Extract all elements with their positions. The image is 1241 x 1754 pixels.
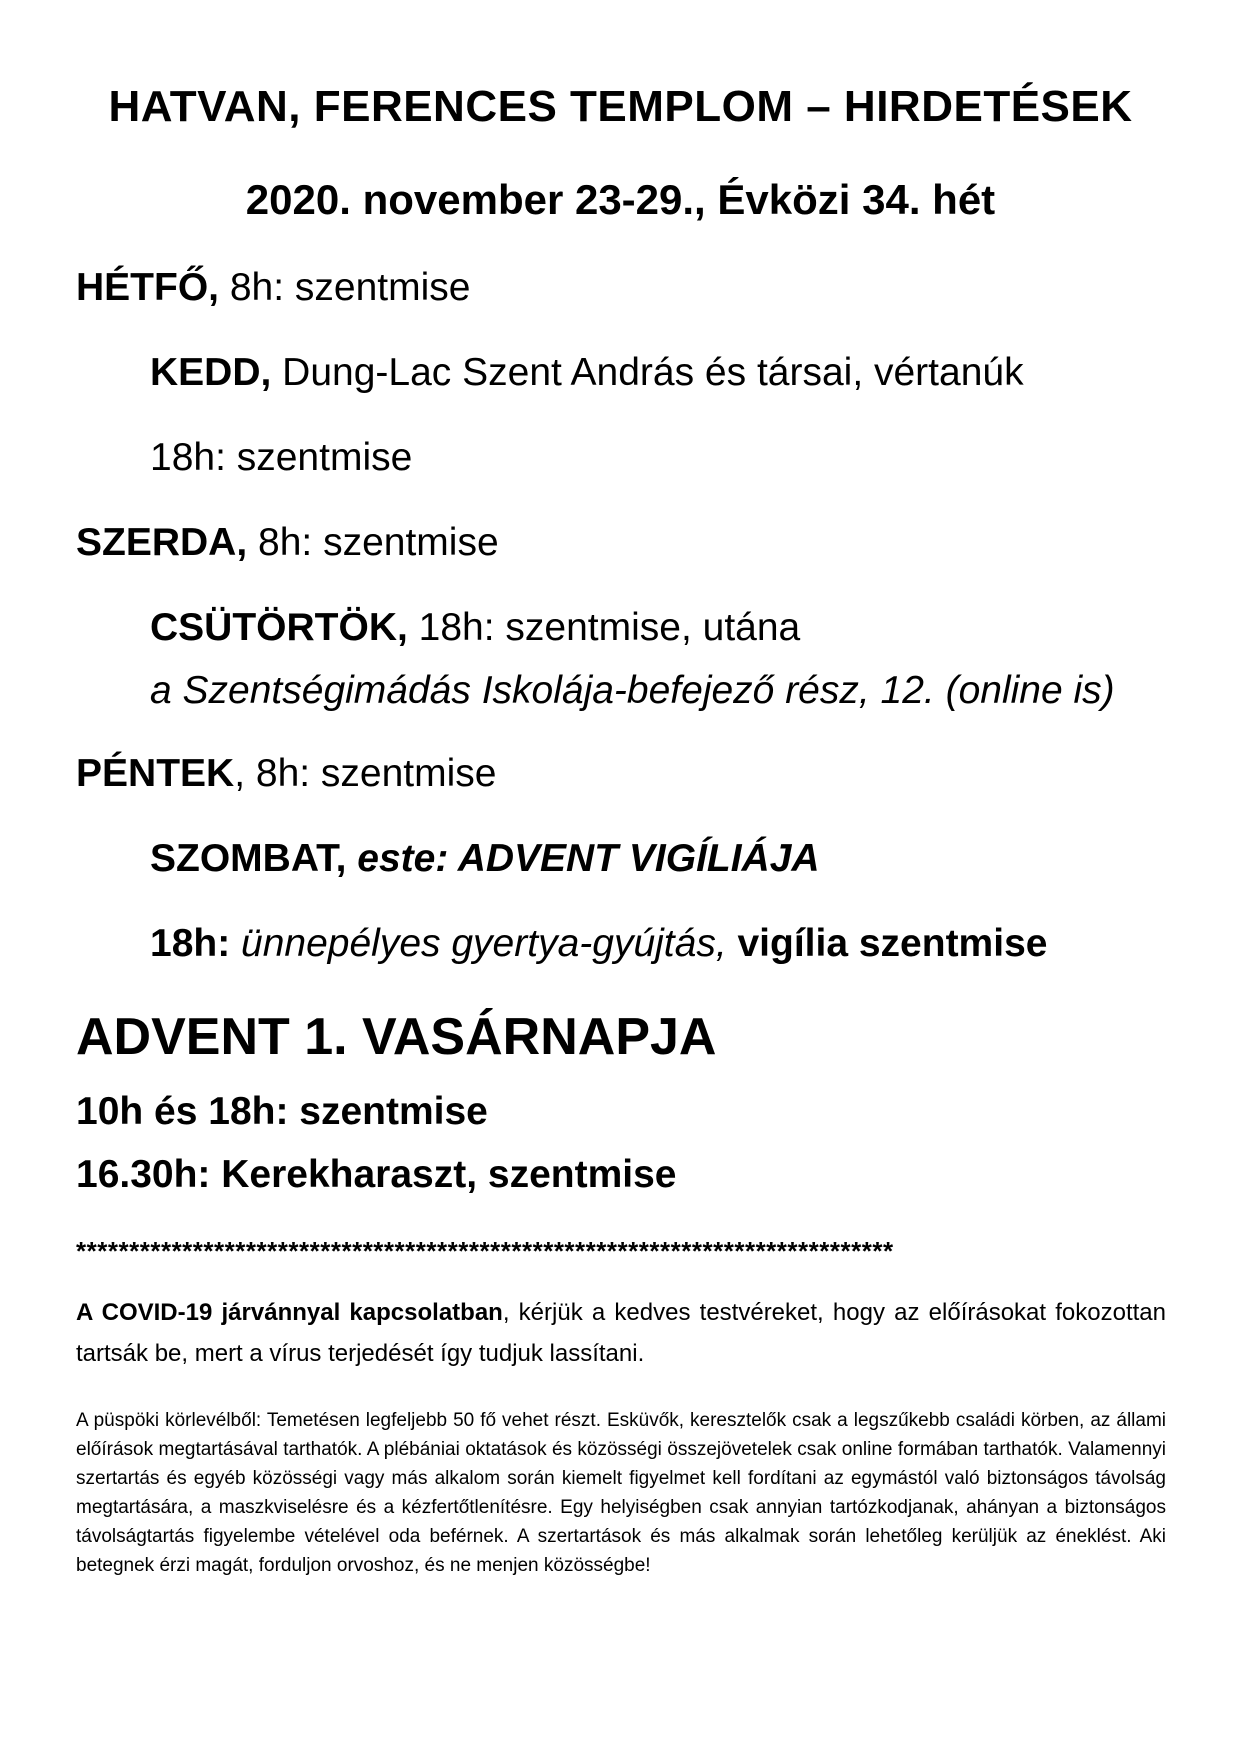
week-subtitle: 2020. november 23-29., Évközi 34. hét (245, 176, 996, 223)
thursday-entry (150, 606, 800, 650)
tuesday-entry (150, 351, 1024, 395)
entry-text: 8h: szentmise (247, 521, 499, 564)
day-label: KEDD, (150, 351, 272, 394)
covid-notice (76, 1292, 1166, 1374)
sunday-line-2: 16.30h: Kerekharaszt, szentmise (76, 1153, 677, 1196)
day-label: PÉNTEK (76, 752, 235, 795)
pastoral-letter-excerpt: A püspöki körlevélből: Temetésen legfeljebb 50 fő vehet részt. Esküvők, keresztelők csak a legszűkebb családi körben, az állami előírások megtartásával tarthatók. A plébániai oktatások és közösségi összejövetelek csak online formában tarthatók. Valamennyi szertartás és egyéb közösségi vagy más alkalom során kiemelt figyelmet kell fordítani az egymástól való biztonságos távolság megtartására, a maszkviselésre és a kézfertőtlenítésre. Egy helyiségben csak annyian tartózkodjanak, ahányan a biztonságos távolságtartás figyelembe vételével oda beférnek. A szertartások és más alkalmak során lehetőleg kerüljük az éneklést. Aki betegnek érzi magát, forduljon orvoshoz, és ne menjen közösségbe! (76, 1410, 1166, 1576)
friday-entry (76, 752, 496, 796)
covid-text: , kérjük a kedves testvéreket, hogy az előírásokat fokozottan tartsák be, mert a vírus terjedését így tudjuk lassítani. (76, 1299, 1166, 1367)
sunday-line-1: 10h és 18h: szentmise (76, 1090, 488, 1133)
monday-entry (76, 266, 470, 310)
covid-lead: A COVID-19 járvánnyal kapcsolatban (76, 1299, 503, 1326)
entry-text: 8h: szentmise (219, 266, 471, 309)
entry-text: Dung-Lac Szent András és társai, vértanúk (271, 351, 1024, 394)
day-label: SZERDA, (76, 521, 248, 564)
day-label: HÉTFŐ, (76, 266, 219, 309)
entry-text: este: ADVENT VIGÍLIÁJA (346, 837, 820, 880)
wednesday-entry (76, 521, 499, 565)
page-title: HATVAN, FERENCES TEMPLOM – HIRDETÉSEK (108, 82, 1133, 131)
entry-text: 18h: szentmise, utána (407, 606, 801, 649)
sunday-title: ADVENT 1. VASÁRNAPJA (76, 1008, 717, 1066)
separator-line: ***************************************************************************** (76, 1236, 894, 1266)
tuesday-time: 18h: szentmise (150, 436, 413, 479)
entry-text: , 8h: szentmise (234, 752, 497, 795)
day-label: SZOMBAT, (150, 837, 347, 880)
mass-text: vigília szentmise (726, 922, 1048, 965)
day-label: CSÜTÖRTÖK, (150, 606, 408, 649)
thursday-note: a Szentségimádás Iskolája-befejező rész, 12. (online is) (150, 669, 1115, 712)
ceremony-text: ünnepélyes gyertya-gyújtás, (230, 922, 727, 965)
saturday-entry (150, 837, 820, 881)
saturday-time-entry (150, 922, 1047, 966)
time-label: 18h: (150, 922, 231, 965)
